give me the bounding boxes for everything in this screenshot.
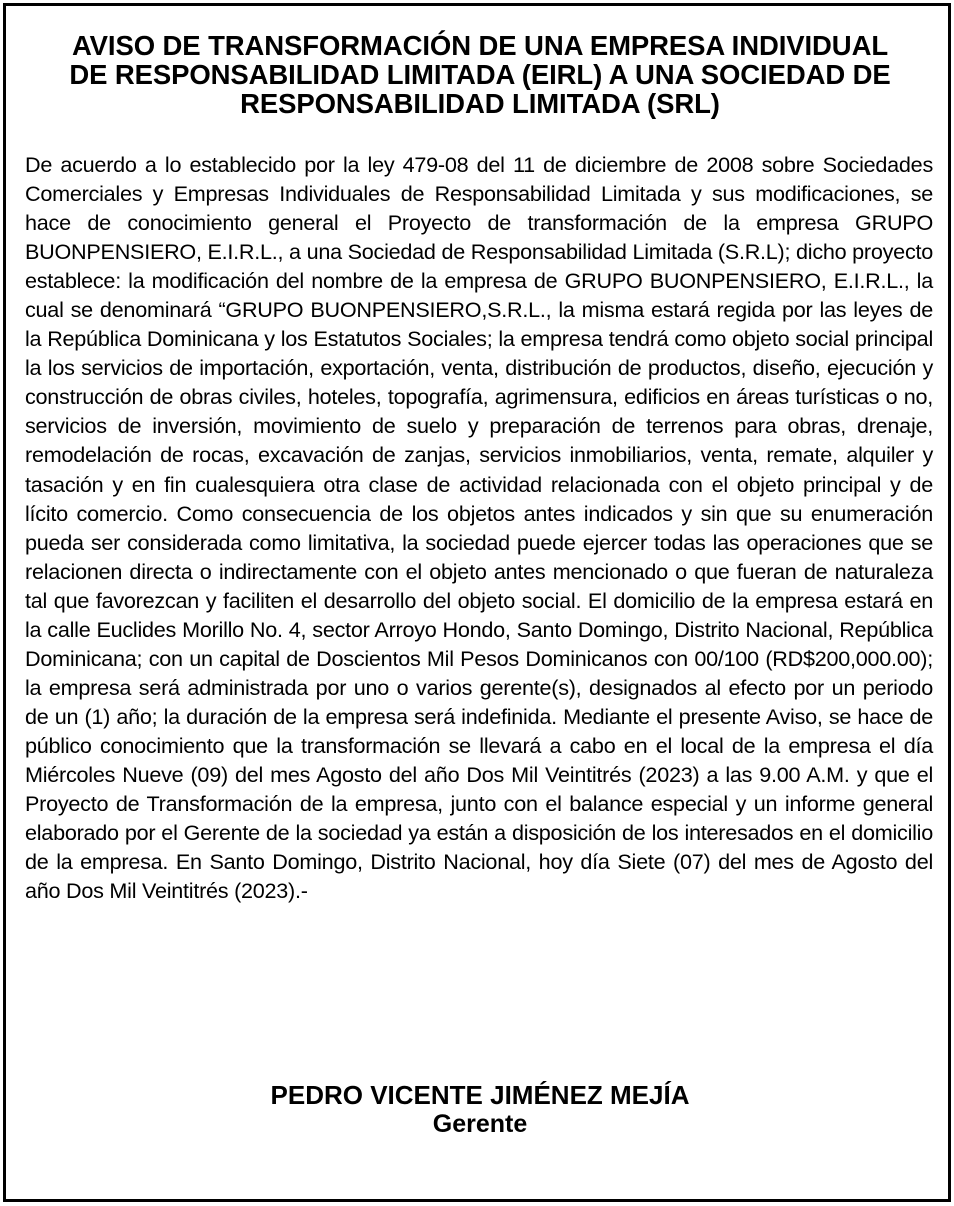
notice-body-paragraph: De acuerdo a lo establecido por la ley 479-08 del 11 de diciembre de 2008 sobre Sociedades Comerciales y Empresas Individuales de Responsabilidad Limitada y sus modificaciones, se hace de conocimiento general el Proyecto de transformación de la empresa GRUPO BUONPENSIERO, E.I.R.L., a una Sociedad de Responsabilidad Limitada (S.R.L); dicho proyecto establece: la modificación del nombre de la empresa de GRUPO BUONPENSIERO, E.I.R.L., la cual se denominará “GRUPO BUONPENSIERO,S.R.L., la misma estará regida por las leyes de la República Dominicana y los Estatutos Sociales; la empresa tendrá como objeto social principal la los servicios de importación, exportación, venta, distribución de productos, diseño, ejecución y construcción de obras civiles, hoteles, topografía, agrimensura, edificios en áreas turísticas o no, servicios de inversión, movimiento de suelo y preparación de terrenos para obras, drenaje, remodelación de rocas, excavación de zanjas, servicios inmobiliarios, venta, remate, alquiler y tasación y en fin cualesquiera otra clase de actividad relacionada con el objeto principal y de lícito comercio. Como consecuencia de los objetos antes indicados y sin que su enumeración pueda ser considerada como limitativa, la sociedad puede ejercer todas las operaciones que se relacionen directa o indirectamente con el objeto antes mencionado o que fueran de naturaleza tal que favorezcan y faciliten el desarrollo del objeto social. El domicilio de la empresa estará en la calle Euclides Morillo No. 4, sector Arroyo Hondo, Santo Domingo, Distrito Nacional, República Dominicana; con un capital de Doscientos Mil Pesos Dominicanos con 00/100 (RD$200,000.00); la empresa será administrada por uno o varios gerente(s), designados al efecto por un periodo de un (1) año; la duración de la empresa será indefinida. Mediante el presente Aviso, se hace de público conocimiento que la transformación se llevará a cabo en el local de la empresa el día Miércoles Nueve (09) del mes Agosto del año Dos Mil Veintitrés (2023) a las 9.00 A.M. y que el Proyecto de Transformación de la empresa, junto con el balance especial y un informe general elaborado por el Gerente de la sociedad ya están a disposición de los interesados en el domicilio de la empresa. En Santo Domingo, Distrito Nacional, hoy día Siete (07) del mes de Agosto del año Dos Mil Veintitrés (2023).- (25, 152, 933, 904)
notice-title (6, 31, 954, 118)
notice-border-frame (3, 3, 951, 1202)
signatory-role: Gerente (432, 1110, 528, 1138)
notice-title-line-3: RESPONSABILIDAD LIMITADA (SRL) (240, 88, 720, 119)
notice-title-line-2: DE RESPONSABILIDAD LIMITADA (EIRL) A UNA SOCIEDAD DE (69, 59, 891, 90)
notice-title-line-1: AVISO DE TRANSFORMACIÓN DE UNA EMPRESA INDIVIDUAL (71, 30, 889, 61)
signature-block (6, 1080, 954, 1138)
signatory-name: PEDRO VICENTE JIMÉNEZ MEJÍA (270, 1080, 690, 1110)
